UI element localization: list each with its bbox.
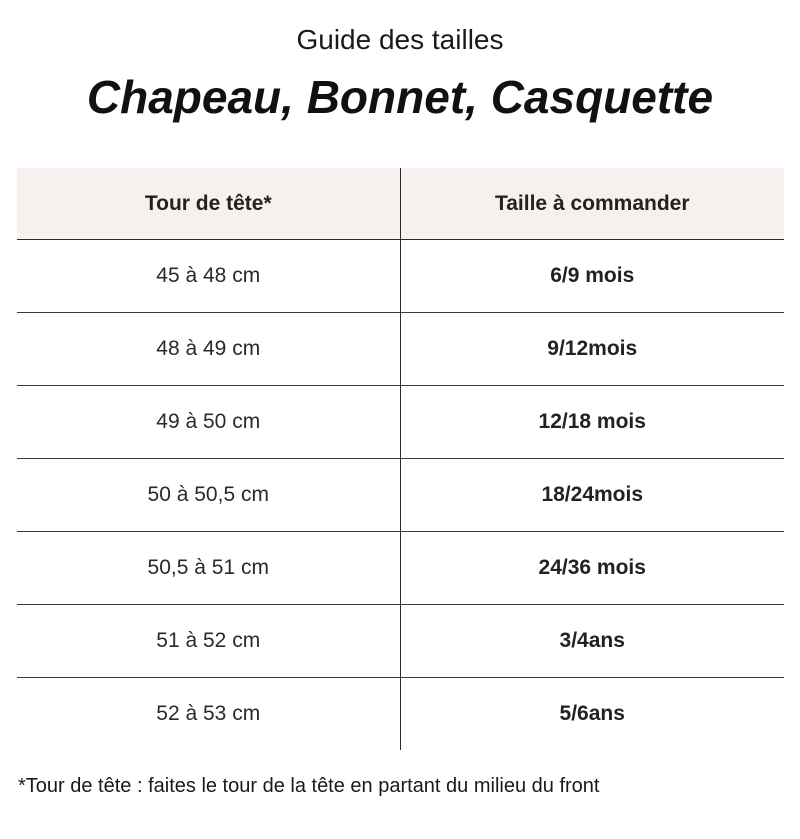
head-circumference-cell: 50,5 à 51 cm [17, 532, 400, 605]
table-row [17, 605, 784, 678]
head-circumference-cell: 48 à 49 cm [17, 313, 400, 386]
size-to-order-cell: 12/18 mois [400, 386, 784, 459]
table-row [17, 532, 784, 605]
page-title: Chapeau, Bonnet, Casquette [86, 71, 714, 123]
table-row [17, 459, 784, 532]
table-row [17, 386, 784, 459]
head-circumference-cell: 45 à 48 cm [17, 240, 400, 313]
footnote: *Tour de tête : faites le tour de la tête en partant du milieu du front [18, 775, 600, 797]
size-to-order-cell: 18/24mois [400, 459, 784, 532]
table-row [17, 313, 784, 386]
head-circumference-cell: 50 à 50,5 cm [17, 459, 400, 532]
table-row [17, 240, 784, 313]
head-circumference-cell: 52 à 53 cm [17, 678, 400, 751]
column-header-size-to-order: Taille à commander [400, 168, 784, 240]
size-to-order-cell: 5/6ans [559, 702, 625, 725]
head-circumference-cell: 51 à 52 cm [17, 605, 400, 678]
table-row [17, 678, 784, 751]
size-to-order-cell: 6/9 mois [400, 240, 784, 313]
size-to-order-cell: 9/12mois [400, 313, 784, 386]
head-circumference-cell: 49 à 50 cm [17, 386, 400, 459]
size-to-order-cell: 24/36 mois [400, 532, 784, 605]
size-to-order-cell: 3/4ans [400, 605, 784, 678]
column-header-head-circumference: Tour de tête* [17, 168, 400, 240]
page-subtitle: Guide des tailles [296, 24, 504, 55]
size-chart-table [17, 168, 784, 750]
table-header-row [17, 168, 784, 240]
